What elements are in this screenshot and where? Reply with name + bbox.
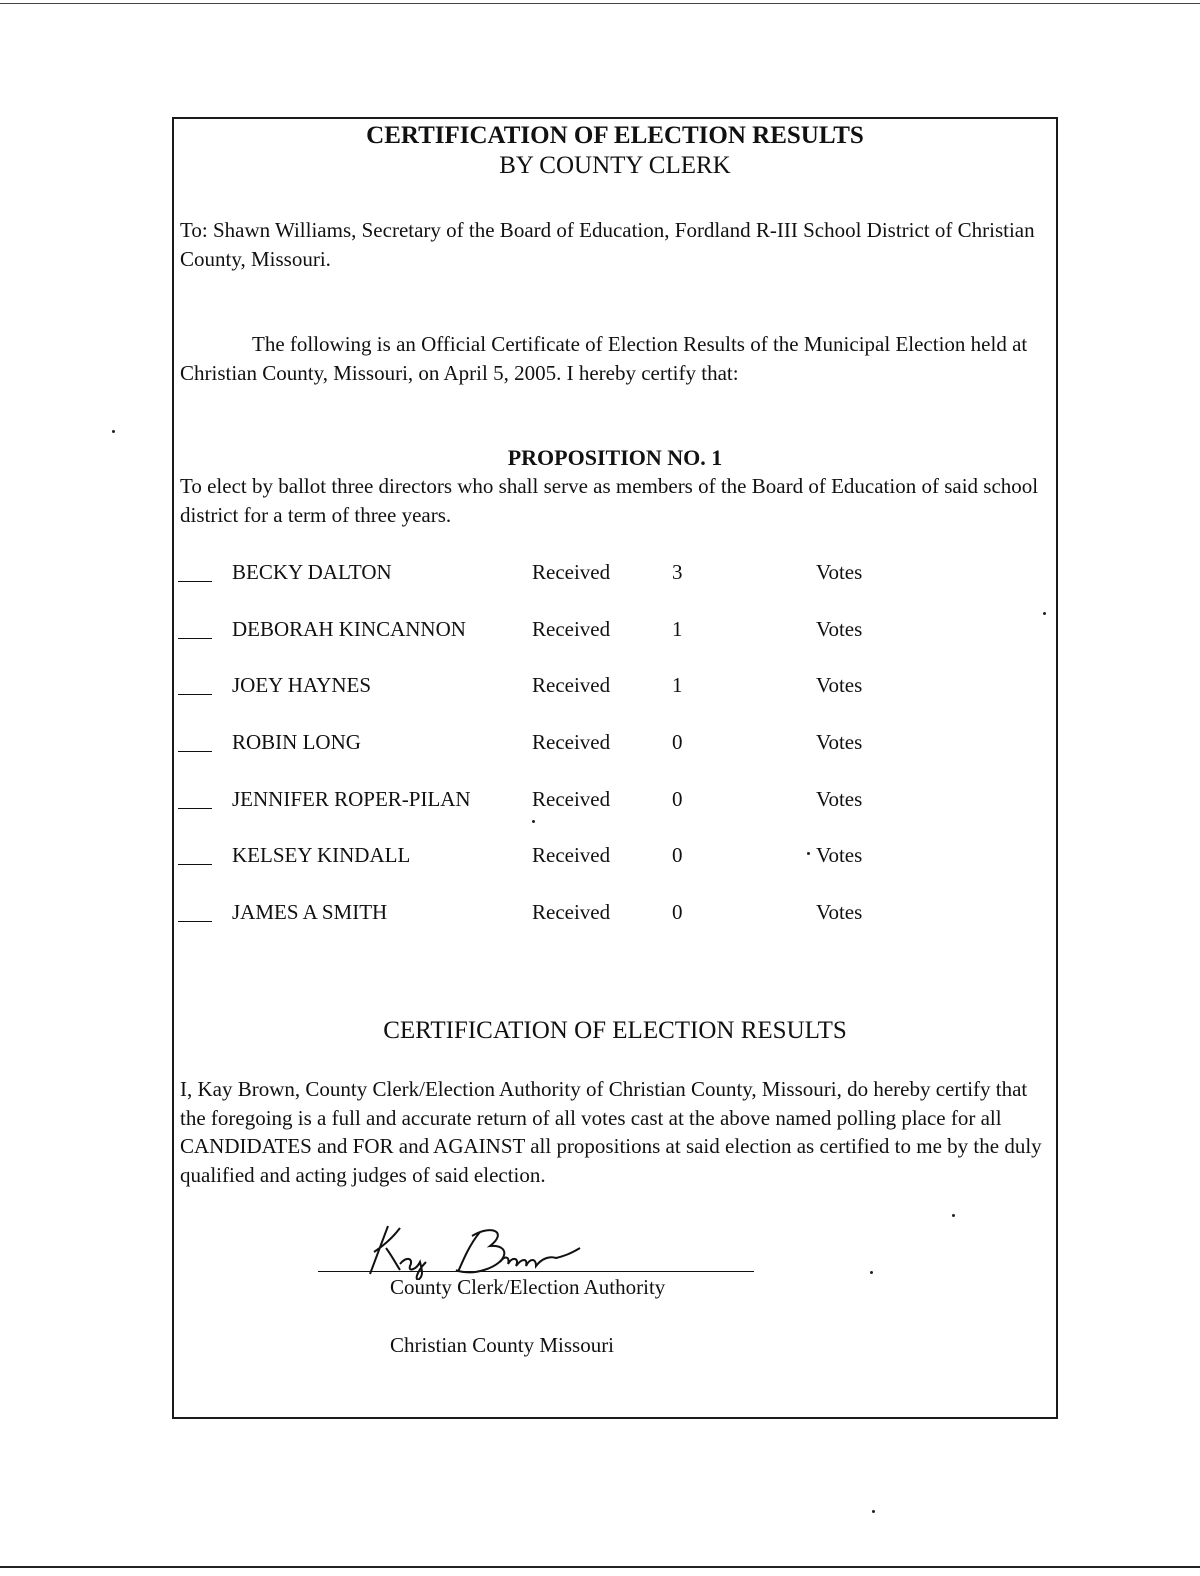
- vote-count: 0: [672, 787, 683, 811]
- votes-label: Votes: [816, 673, 863, 697]
- votes-label: Votes: [816, 730, 863, 754]
- candidate-name: DEBORAH KINCANNON: [232, 617, 466, 641]
- intro-text: The following is an Official Certificate of Election Results of the Municipal Election held at Christian County, Missouri, on April 5, 2005. I hereby certify that:: [180, 332, 1028, 385]
- checkmark-blank: [178, 751, 212, 752]
- received-label: Received: [532, 843, 611, 867]
- candidate-row: [178, 784, 938, 814]
- candidate-row: [178, 670, 938, 700]
- bottom-scan-rule: [0, 1566, 1200, 1568]
- vote-count: 1: [672, 673, 683, 697]
- candidate-row: [178, 614, 938, 644]
- candidate-name: JAMES A SMITH: [232, 900, 388, 924]
- addressee-paragraph: To: Shawn Williams, Secretary of the Board of Education, Fordland R-III School District of Christian County, Missouri.: [180, 218, 1035, 271]
- vote-count: 0: [672, 730, 683, 754]
- scan-speck: [870, 1271, 873, 1274]
- candidate-name: BECKY DALTON: [232, 560, 392, 584]
- document-subtitle: BY COUNTY CLERK: [499, 152, 731, 179]
- scan-speck: [952, 1214, 955, 1217]
- signature-location: Christian County Missouri: [390, 1333, 615, 1357]
- checkmark-blank: [178, 581, 212, 582]
- certification-heading: CERTIFICATION OF ELECTION RESULTS: [383, 1017, 847, 1044]
- candidate-name: KELSEY KINDALL: [232, 843, 411, 867]
- candidate-name: JENNIFER ROPER-PILAN: [232, 787, 471, 811]
- proposition-heading: PROPOSITION NO. 1: [507, 445, 723, 470]
- vote-count: 0: [672, 843, 683, 867]
- received-label: Received: [532, 673, 611, 697]
- intro-paragraph: [180, 330, 1055, 387]
- votes-label: Votes: [816, 617, 863, 641]
- checkmark-blank: [178, 694, 212, 695]
- candidate-name: ROBIN LONG: [232, 730, 361, 754]
- signature-caption: County Clerk/Election Authority: [390, 1275, 666, 1299]
- candidate-row: [178, 897, 938, 927]
- certificate-frame: [172, 117, 1058, 1419]
- certification-statement: I, Kay Brown, County Clerk/Election Authority of Christian County, Missouri, do hereby certify that the foregoing is a full and accurate return of all votes cast at the above named polling place for all CANDIDATES and FOR and AGAINST all propositions at said election as certified to me by the duly qualified and acting judges of said election.: [180, 1077, 1042, 1187]
- candidate-row: [178, 727, 938, 757]
- checkmark-blank: [178, 638, 212, 639]
- checkmark-blank: [178, 808, 212, 809]
- votes-label: Votes: [816, 787, 863, 811]
- vote-count: 3: [672, 560, 683, 584]
- votes-label: Votes: [816, 843, 863, 867]
- top-scan-rule: [0, 3, 1200, 4]
- scan-speck: [807, 852, 810, 855]
- vote-count: 1: [672, 617, 683, 641]
- received-label: Received: [532, 730, 611, 754]
- candidate-row: [178, 840, 938, 870]
- scan-speck: [112, 430, 115, 433]
- candidate-name: JOEY HAYNES: [232, 673, 372, 697]
- votes-label: Votes: [816, 560, 863, 584]
- proposition-description: To elect by ballot three directors who shall serve as members of the Board of Education of said school district for a term of three years.: [180, 474, 1039, 527]
- scan-speck: [1043, 612, 1046, 615]
- signature-line: [318, 1271, 754, 1272]
- checkmark-blank: [178, 921, 212, 922]
- candidate-row: [178, 557, 938, 587]
- vote-count: 0: [672, 900, 683, 924]
- votes-label: Votes: [816, 900, 863, 924]
- received-label: Received: [532, 900, 611, 924]
- received-label: Received: [532, 617, 611, 641]
- checkmark-blank: [178, 864, 212, 865]
- received-label: Received: [532, 560, 611, 584]
- scan-speck: [872, 1510, 875, 1513]
- document-title: CERTIFICATION OF ELECTION RESULTS: [366, 122, 864, 149]
- received-label: Received: [532, 787, 611, 811]
- scan-speck: [532, 820, 535, 823]
